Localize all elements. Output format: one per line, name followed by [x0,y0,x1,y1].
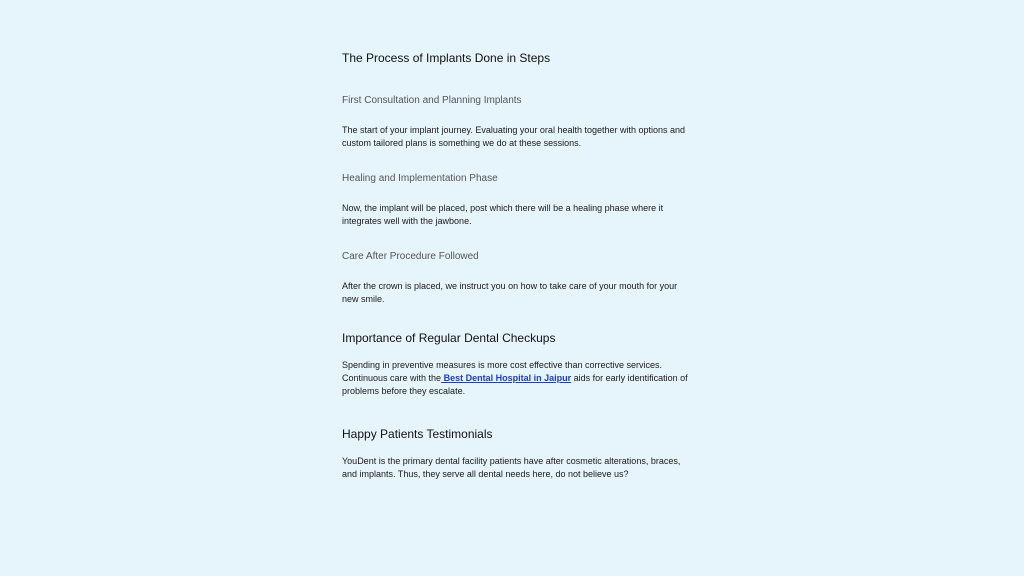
step-2-text: Now, the implant will be placed, post which there will be a healing phase where it integrates well with the jawbone. [342,203,664,226]
testimonials-text: YouDent is the primary dental facility patients have after cosmetic alterations, braces, and implants. Thus, they serve all dental needs here, do not believe us? [342,456,681,479]
dental-hospital-link[interactable]: Best Dental Hospital in Jaipur [441,373,572,383]
step-1-heading: First Consultation and Planning Implants [342,95,522,106]
step-3-text: After the crown is placed, we instruct you on how to take care of your mouth for your new smile. [342,281,678,304]
testimonials-heading: Happy Patients Testimonials [342,427,493,441]
checkups-text [342,359,692,398]
step-3-heading: Care After Procedure Followed [342,251,479,262]
checkups-text-before: Spending in preventive measures is more cost effective than corrective services. Continuous care with the [342,360,662,383]
checkups-text-after: aids for early identification of problems before they escalate. [342,373,688,396]
step-2-heading: Healing and Implementation Phase [342,173,498,184]
checkups-heading: Importance of Regular Dental Checkups [342,331,556,345]
step-1-text: The start of your implant journey. Evaluating your oral health together with options and custom tailored plans is something we do at these sessions. [342,125,686,148]
page-title: The Process of Implants Done in Steps [342,51,551,65]
